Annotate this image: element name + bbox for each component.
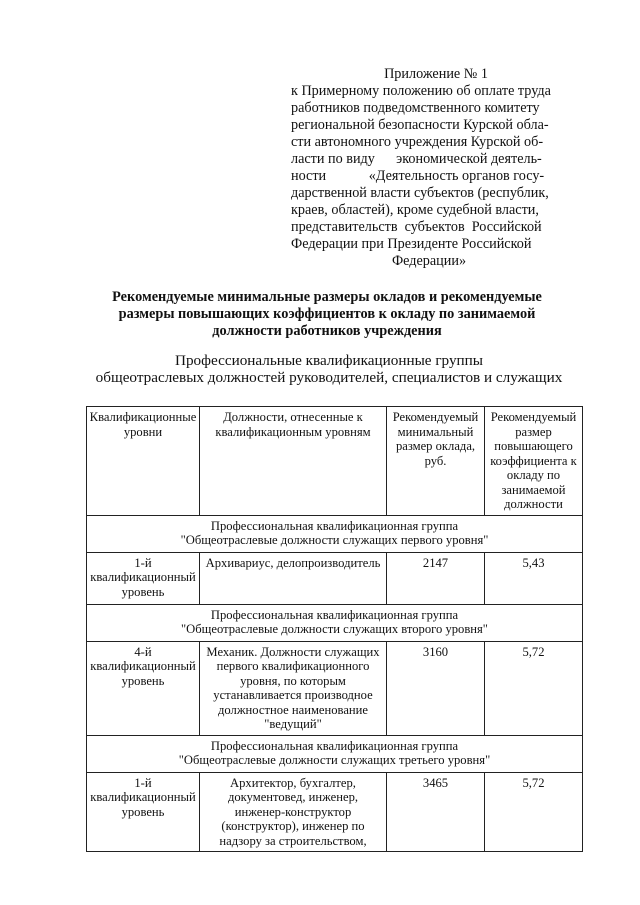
- group-title: [87, 515, 583, 552]
- appendix-line: представительств субъектов Российской: [291, 219, 542, 235]
- table-header-row: [87, 407, 583, 516]
- table-row: [87, 641, 583, 735]
- group-header-row: [87, 604, 583, 641]
- group-header-row: [87, 515, 583, 552]
- cell-coefficient: 5,72: [485, 772, 583, 852]
- section-subheading: [84, 352, 574, 386]
- group-title-line: "Общеотраслевые должности служащих первого уровня": [180, 533, 489, 547]
- cell-salary: 2147: [387, 552, 485, 604]
- cell-coefficient: 5,43: [485, 552, 583, 604]
- appendix-line: региональной безопасности Курской обла-: [291, 117, 549, 133]
- appendix-line: Федерации»: [391, 253, 467, 269]
- cell-level: 4-й квалификационный уровень: [87, 641, 200, 735]
- cell-positions: Архитектор, бухгалтер, документовед, инженер, инженер-конструктор (конструктор), инженер по надзору за строительством,: [200, 772, 387, 852]
- appendix-line: Федерации при Президенте Российской: [291, 236, 532, 252]
- cell-coefficient: 5,72: [485, 641, 583, 735]
- table-row: [87, 772, 583, 852]
- appendix-line: работников подведомственного комитету: [291, 100, 540, 116]
- col-header-levels: Квалификационные уровни: [87, 407, 200, 516]
- appendix-line: ности «Деятельность органов госу-: [291, 168, 545, 184]
- cell-positions: Механик. Должности служащих первого квалификационного уровня, по которым устанавливается производное должностное наименование "ведущий": [200, 641, 387, 735]
- group-title-line: "Общеотраслевые должности служащих второго уровня": [181, 622, 488, 636]
- cell-level: 1-й квалификационный уровень: [87, 552, 200, 604]
- salary-table: [86, 406, 583, 852]
- cell-salary: 3465: [387, 772, 485, 852]
- appendix-block: [291, 66, 567, 270]
- appendix-line: к Примерному положению об оплате труда: [291, 83, 551, 99]
- col-header-positions: Должности, отнесенные к квалификационным уровням: [200, 407, 387, 516]
- group-title-line: Профессиональная квалификационная группа: [210, 518, 459, 533]
- appendix-line: сти автономного учреждения Курской об-: [291, 134, 544, 150]
- appendix-line: ласти по виду экономической деятель-: [291, 151, 542, 167]
- appendix-line: дарственной власти субъектов (республик,: [291, 185, 549, 201]
- col-header-coefficient: Рекомендуемый размер повышающего коэффициента к окладу по занимаемой должности: [485, 407, 583, 516]
- group-title-line: "Общеотраслевые должности служащих третьего уровня": [178, 753, 491, 767]
- appendix-title: Приложение № 1: [384, 66, 488, 82]
- subheading-line: Профессиональные квалификационные группы: [174, 352, 483, 369]
- appendix-line: краев, областей), кроме судебной власти,: [291, 202, 539, 218]
- group-title-line: Профессиональная квалификационная группа: [210, 607, 459, 622]
- cell-salary: 3160: [387, 641, 485, 735]
- cell-level: 1-й квалификационный уровень: [87, 772, 200, 852]
- cell-positions: Архивариус, делопроизводитель: [200, 552, 387, 604]
- subheading-line: общеотраслевых должностей руководителей, специалистов и служащих: [95, 369, 563, 386]
- document-heading: Рекомендуемые минимальные размеры окладов и рекомендуемые размеры повышающих коэффициентов к окладу по занимаемой должности работников учреждения: [112, 289, 542, 339]
- table-row: [87, 552, 583, 604]
- group-header-row: [87, 735, 583, 772]
- col-header-salary: Рекомендуемый минимальный размер оклада, руб.: [387, 407, 485, 516]
- group-title-line: Профессиональная квалификационная группа: [210, 738, 459, 753]
- group-title: [87, 735, 583, 772]
- group-title: [87, 604, 583, 641]
